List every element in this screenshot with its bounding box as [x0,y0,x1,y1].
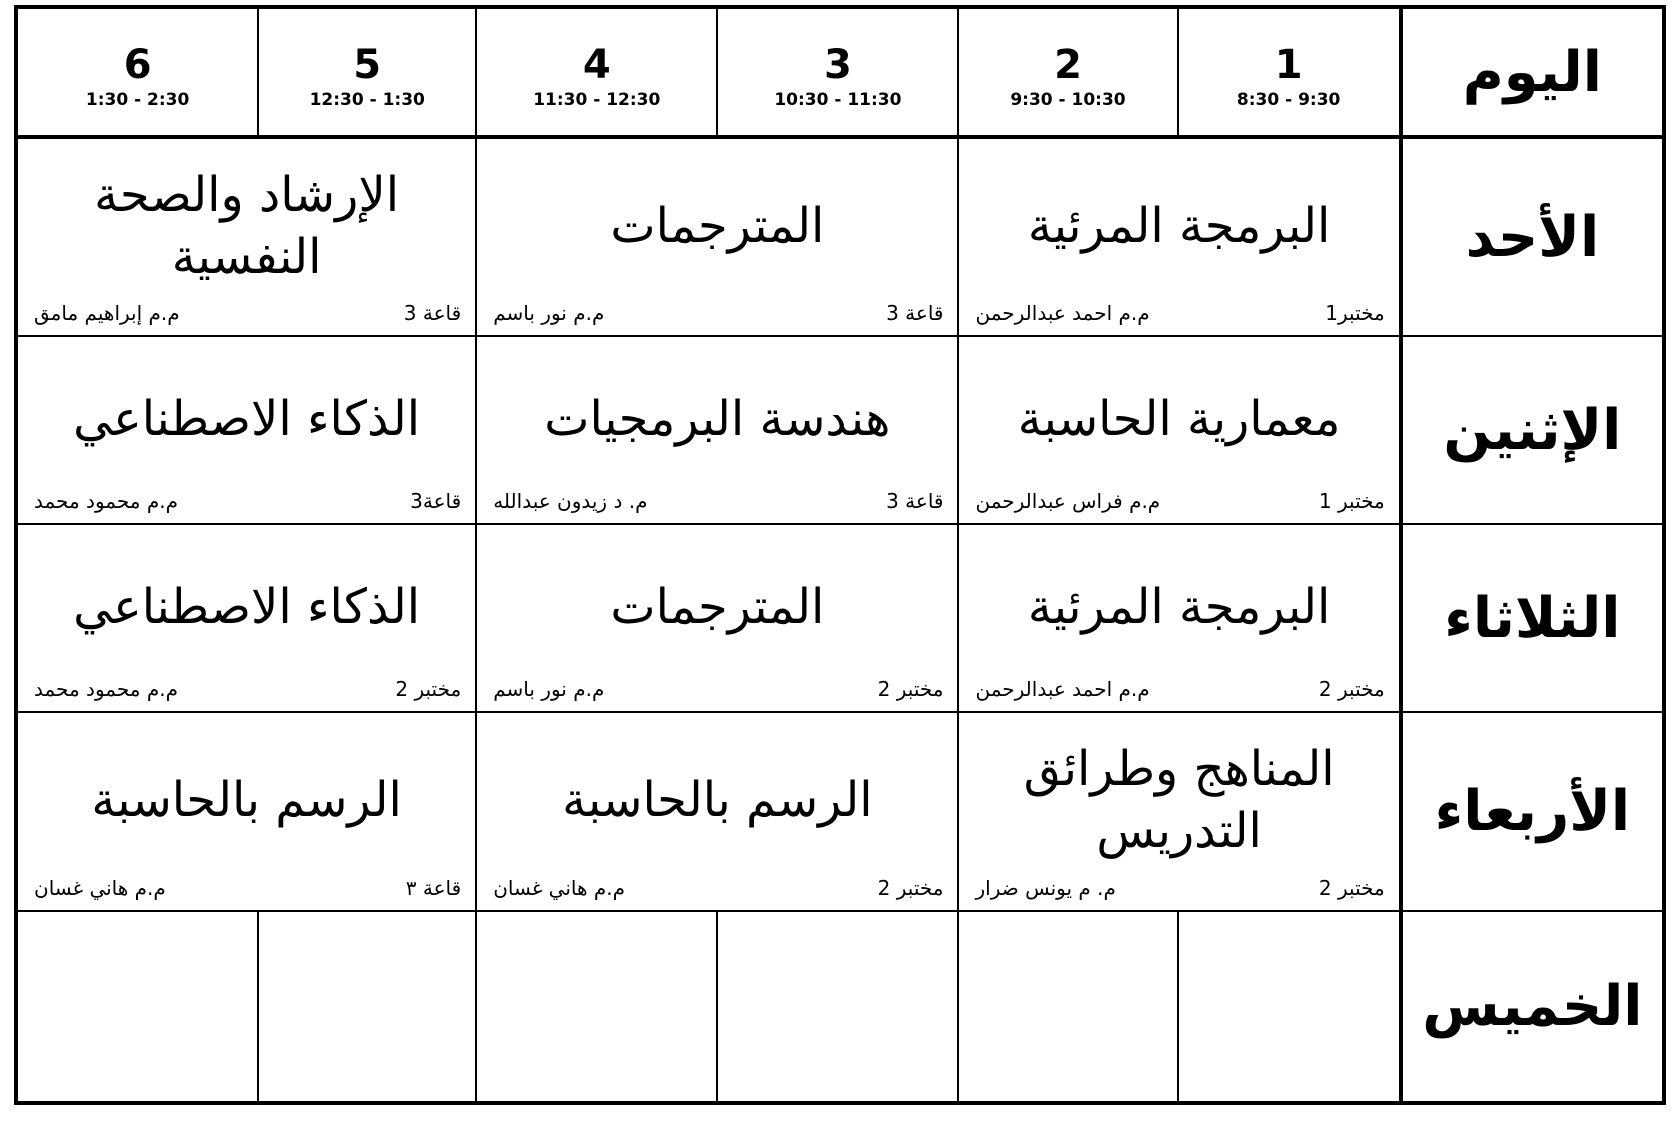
teacher-name: م.م هاني غسان [34,875,166,900]
period-header-3 [717,7,958,137]
class-cell [958,137,1400,336]
day-label: الإثنين [1401,336,1664,524]
room-label: قاعة ٣ [405,875,462,900]
room-label: قاعة 3 [886,301,944,325]
weekly-timetable [14,5,1666,1105]
teacher-name: م.م احمد عبدالرحمن [975,301,1150,325]
room-label: مختبر 2 [1318,875,1385,900]
class-cell [958,524,1400,712]
class-cell [958,712,1400,911]
period-time: 9:30 - 10:30 [1010,90,1126,111]
empty-cell [258,911,476,1103]
period-time: 12:30 - 1:30 [309,90,425,111]
empty-cell [717,911,958,1103]
period-number: 6 [123,42,152,89]
subject-name: المناهج وطرائق التدريس [1023,740,1335,860]
class-cell [958,336,1400,524]
period-time: 10:30 - 11:30 [774,90,902,111]
period-number: 3 [823,42,852,89]
header-row [16,7,1664,137]
teacher-name: م.م محمود محمد [34,489,178,513]
empty-cell [1178,911,1401,1103]
day-label: الأحد [1401,137,1664,336]
empty-cell [16,911,258,1103]
class-cell [476,336,958,524]
period-number: 1 [1274,42,1303,89]
room-label: مختبر1 [1325,301,1385,325]
subject-name: الرسم بالحاسبة [91,772,402,829]
class-cell [476,712,958,911]
class-cell [16,712,476,911]
teacher-name: م.م فراس عبدالرحمن [975,489,1161,513]
subject-name: البرمجة المرئية [1027,197,1331,254]
day-row-sunday [16,137,1664,336]
subject-name: معمارية الحاسبة [1017,390,1341,447]
class-cell [16,137,476,336]
empty-cell [476,911,717,1103]
day-column-header: اليوم [1401,7,1664,137]
room-label: قاعة 3 [886,489,944,513]
subject-name: المترجمات [610,578,825,635]
day-label: الخميس [1401,911,1664,1103]
room-label: مختبر 2 [877,677,944,701]
class-cell [476,524,958,712]
class-cell [476,137,958,336]
period-time: 1:30 - 2:30 [85,90,190,111]
period-header-1 [1178,7,1401,137]
teacher-name: م.م إبراهيم مامق [34,301,180,325]
day-label: الثلاثاء [1401,524,1664,712]
teacher-name: م.م احمد عبدالرحمن [975,677,1150,701]
subject-name: الإرشاد والصحة النفسية [94,166,400,286]
subject-name: الرسم بالحاسبة [562,772,873,829]
empty-cell [958,911,1177,1103]
room-label: قاعة3 [410,489,462,513]
day-row-wednesday [16,712,1664,911]
period-header-2 [958,7,1177,137]
teacher-name: م.م محمود محمد [34,677,178,701]
day-row-tuesday [16,524,1664,712]
class-cell [16,336,476,524]
period-time: 11:30 - 12:30 [533,90,661,111]
day-row-monday [16,336,1664,524]
subject-name: البرمجة المرئية [1027,578,1331,635]
subject-name: الذكاء الاصطناعي [73,578,421,635]
period-number: 5 [353,42,382,89]
subject-name: هندسة البرمجيات [544,390,891,447]
period-header-5 [258,7,476,137]
teacher-name: م. د زيدون عبدالله [493,489,648,513]
period-time: 8:30 - 9:30 [1236,90,1341,111]
room-label: مختبر 1 [1318,489,1385,513]
room-label: مختبر 2 [395,677,462,701]
period-header-4 [476,7,717,137]
teacher-name: م.م نور باسم [493,677,605,701]
teacher-name: م.م نور باسم [493,301,605,325]
class-cell [16,524,476,712]
period-number: 2 [1054,42,1082,89]
teacher-name: م. م يونس ضرار [975,875,1116,900]
room-label: مختبر 2 [1318,677,1385,701]
subject-name: المترجمات [610,197,825,254]
subject-name: الذكاء الاصطناعي [73,390,421,447]
period-header-6 [16,7,258,137]
period-number: 4 [582,42,611,89]
day-label: الأربعاء [1401,712,1664,911]
room-label: مختبر 2 [877,875,944,900]
teacher-name: م.م هاني غسان [493,875,625,900]
room-label: قاعة 3 [403,301,462,325]
day-row-thursday [16,911,1664,1103]
